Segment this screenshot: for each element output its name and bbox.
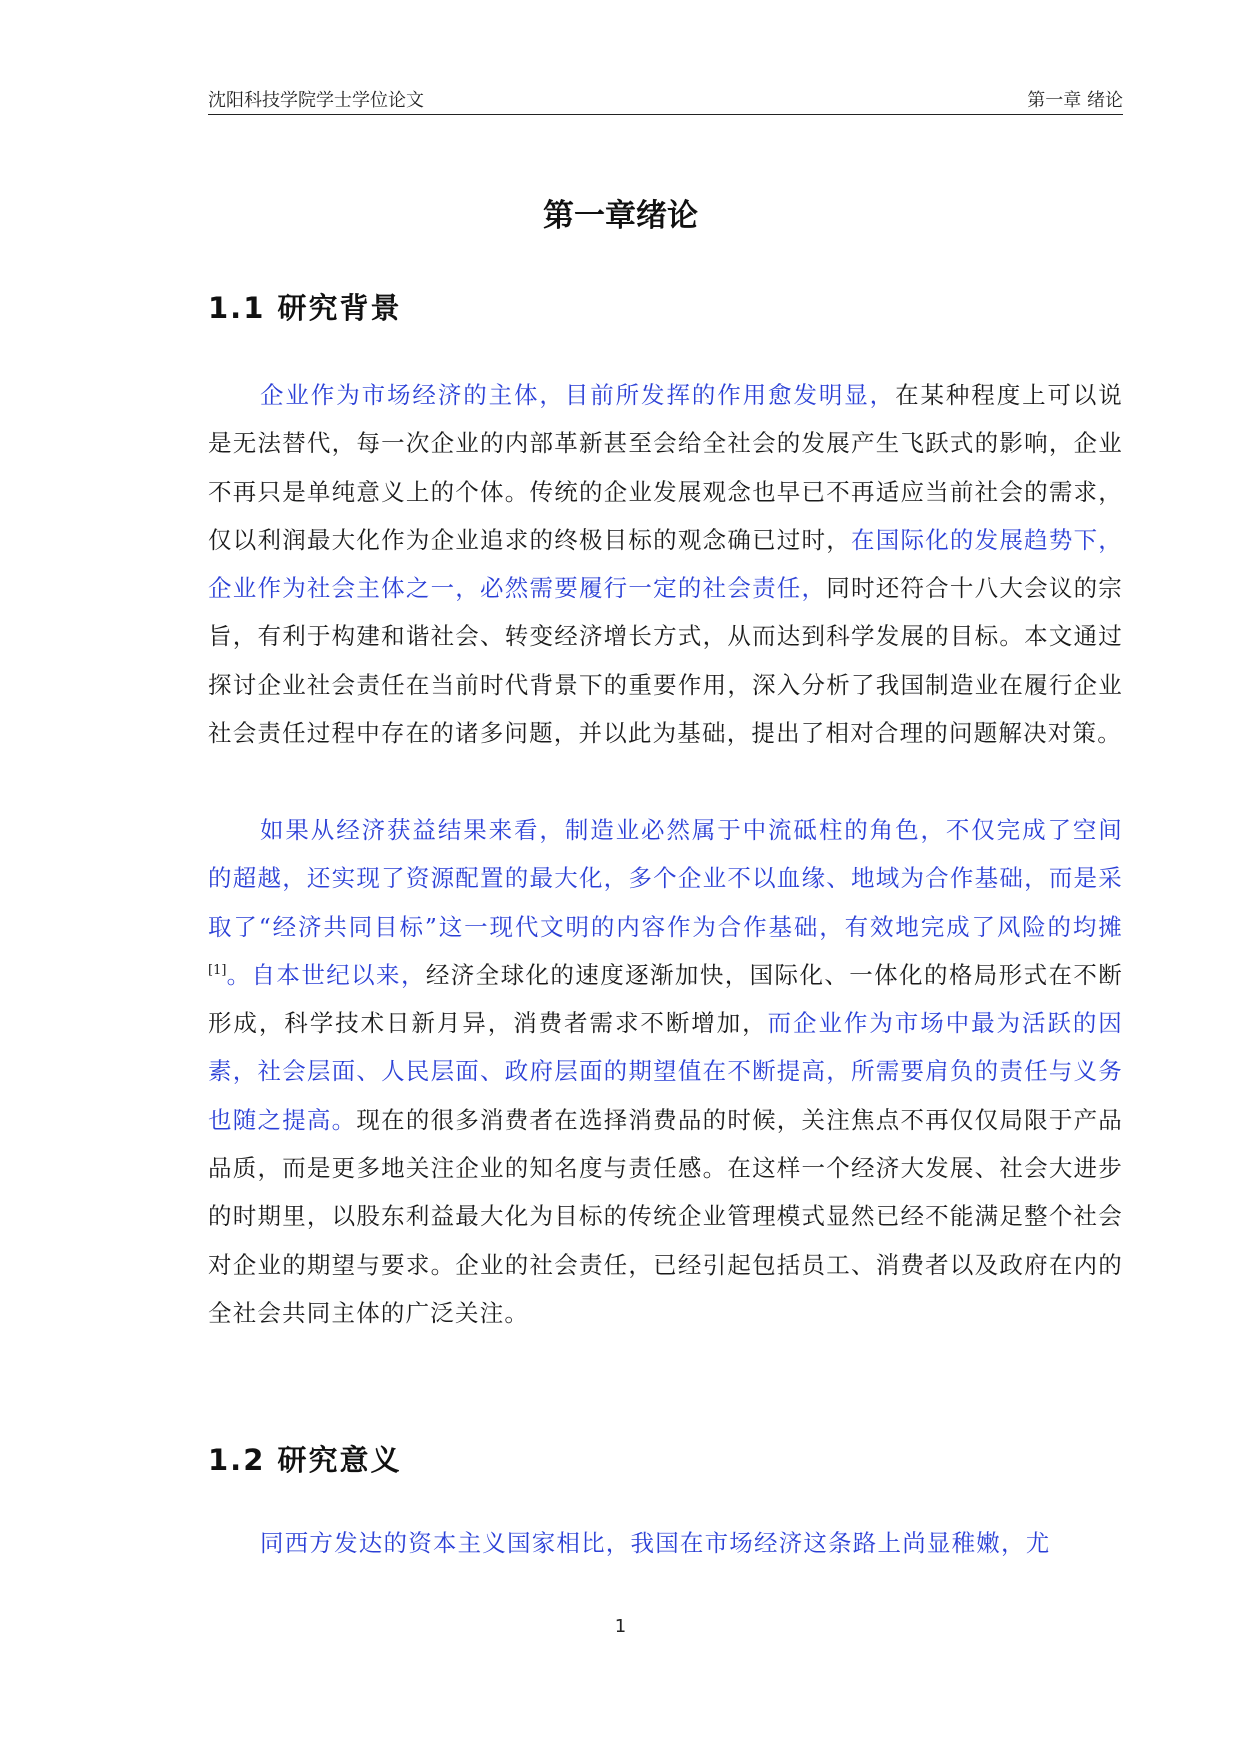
page-header	[208, 84, 1123, 115]
paragraph	[208, 806, 1123, 1386]
text-run-highlighted: 而企业作为市场中最为活跃的因素，社会层面、人民层面、政府层面的期望值在不断提高，所需要肩负的责任与义务也随之提高。	[208, 1009, 1123, 1134]
text-run: 现在的很多消费者在选择消费品的时候，关注焦点不再仅仅局限于产品品质，而是更多地关注企业的知名度与责任感。在这样一个经济大发展、社会大进步的时期里，以股东利益最大化为目标的传统企业管理模式显然已经不能满足整个社会对企业的期望与要求。企业的社会责任，已经引起包括员工、消费者以及政府在内的全社会共同主体的广泛关注。	[208, 1105, 1124, 1327]
text-run-highlighted: 。自本世纪以来，	[226, 960, 426, 989]
text-run-highlighted: 在国际化的发展趋势下，企业作为社会主体之一，必然需要履行一定的社会责任，	[208, 525, 1124, 603]
paragraph	[208, 371, 1123, 806]
page-number: 1	[614, 1616, 627, 1637]
citation-marker: [1]	[208, 963, 227, 979]
paragraph	[208, 1519, 1123, 1569]
text-run: 经济全球化的速度逐渐加快，国际化、一体化的格局形式在不断形成，科学技术日新月异，消费者需求不断增加，	[208, 960, 1123, 1038]
text-run-highlighted: 如果从经济获益结果来看，制造业必然属于中流砥柱的角色，不仅完成了空间的超越，还实现了资源配置的最大化，多个企业不以血缘、地域为合作基础，而是采取了“经济共同目标”这一现代文明的内容作为合作基础，有效地完成了风险的均摊	[208, 816, 1123, 941]
text-run: 同时还符合十八大会议的宗旨，有利于构建和谐社会、转变经济增长方式，从而达到科学发展的目标。本文通过探讨企业社会责任在当前时代背景下的重要作用，深入分析了我国制造业在履行企业社会责任过程中存在的诸多问题，并以此为基础，提出了相对合理的问题解决对策。	[208, 574, 1123, 748]
text-run-highlighted: 同西方发达的资本主义国家相比，我国在市场经济这条路上尚显稚嫩，尤	[260, 1529, 1051, 1557]
text-run: 在某种程度上可以说是无法替代，每一次企业的内部革新甚至会给全社会的发展产生飞跃式的影响，企业不再只是单纯意义上的个体。传统的企业发展观念也早已不再适应当前社会的需求，仅以利润最大化作为企业追求的终极目标的观念确已过时，	[208, 381, 1123, 554]
section-heading-significance: 1.2 研究意义	[208, 1443, 402, 1477]
chapter-title: 第一章绪论	[543, 198, 698, 234]
header-thesis-title: 沈阳科技学院学士学位论文	[208, 90, 424, 111]
text-run-highlighted: 企业作为市场经济的主体，目前所发挥的作用愈发明显，	[260, 381, 896, 409]
header-chapter-name: 第一章 绪论	[1027, 90, 1123, 111]
section-heading-background: 1.1 研究背景	[208, 291, 402, 325]
